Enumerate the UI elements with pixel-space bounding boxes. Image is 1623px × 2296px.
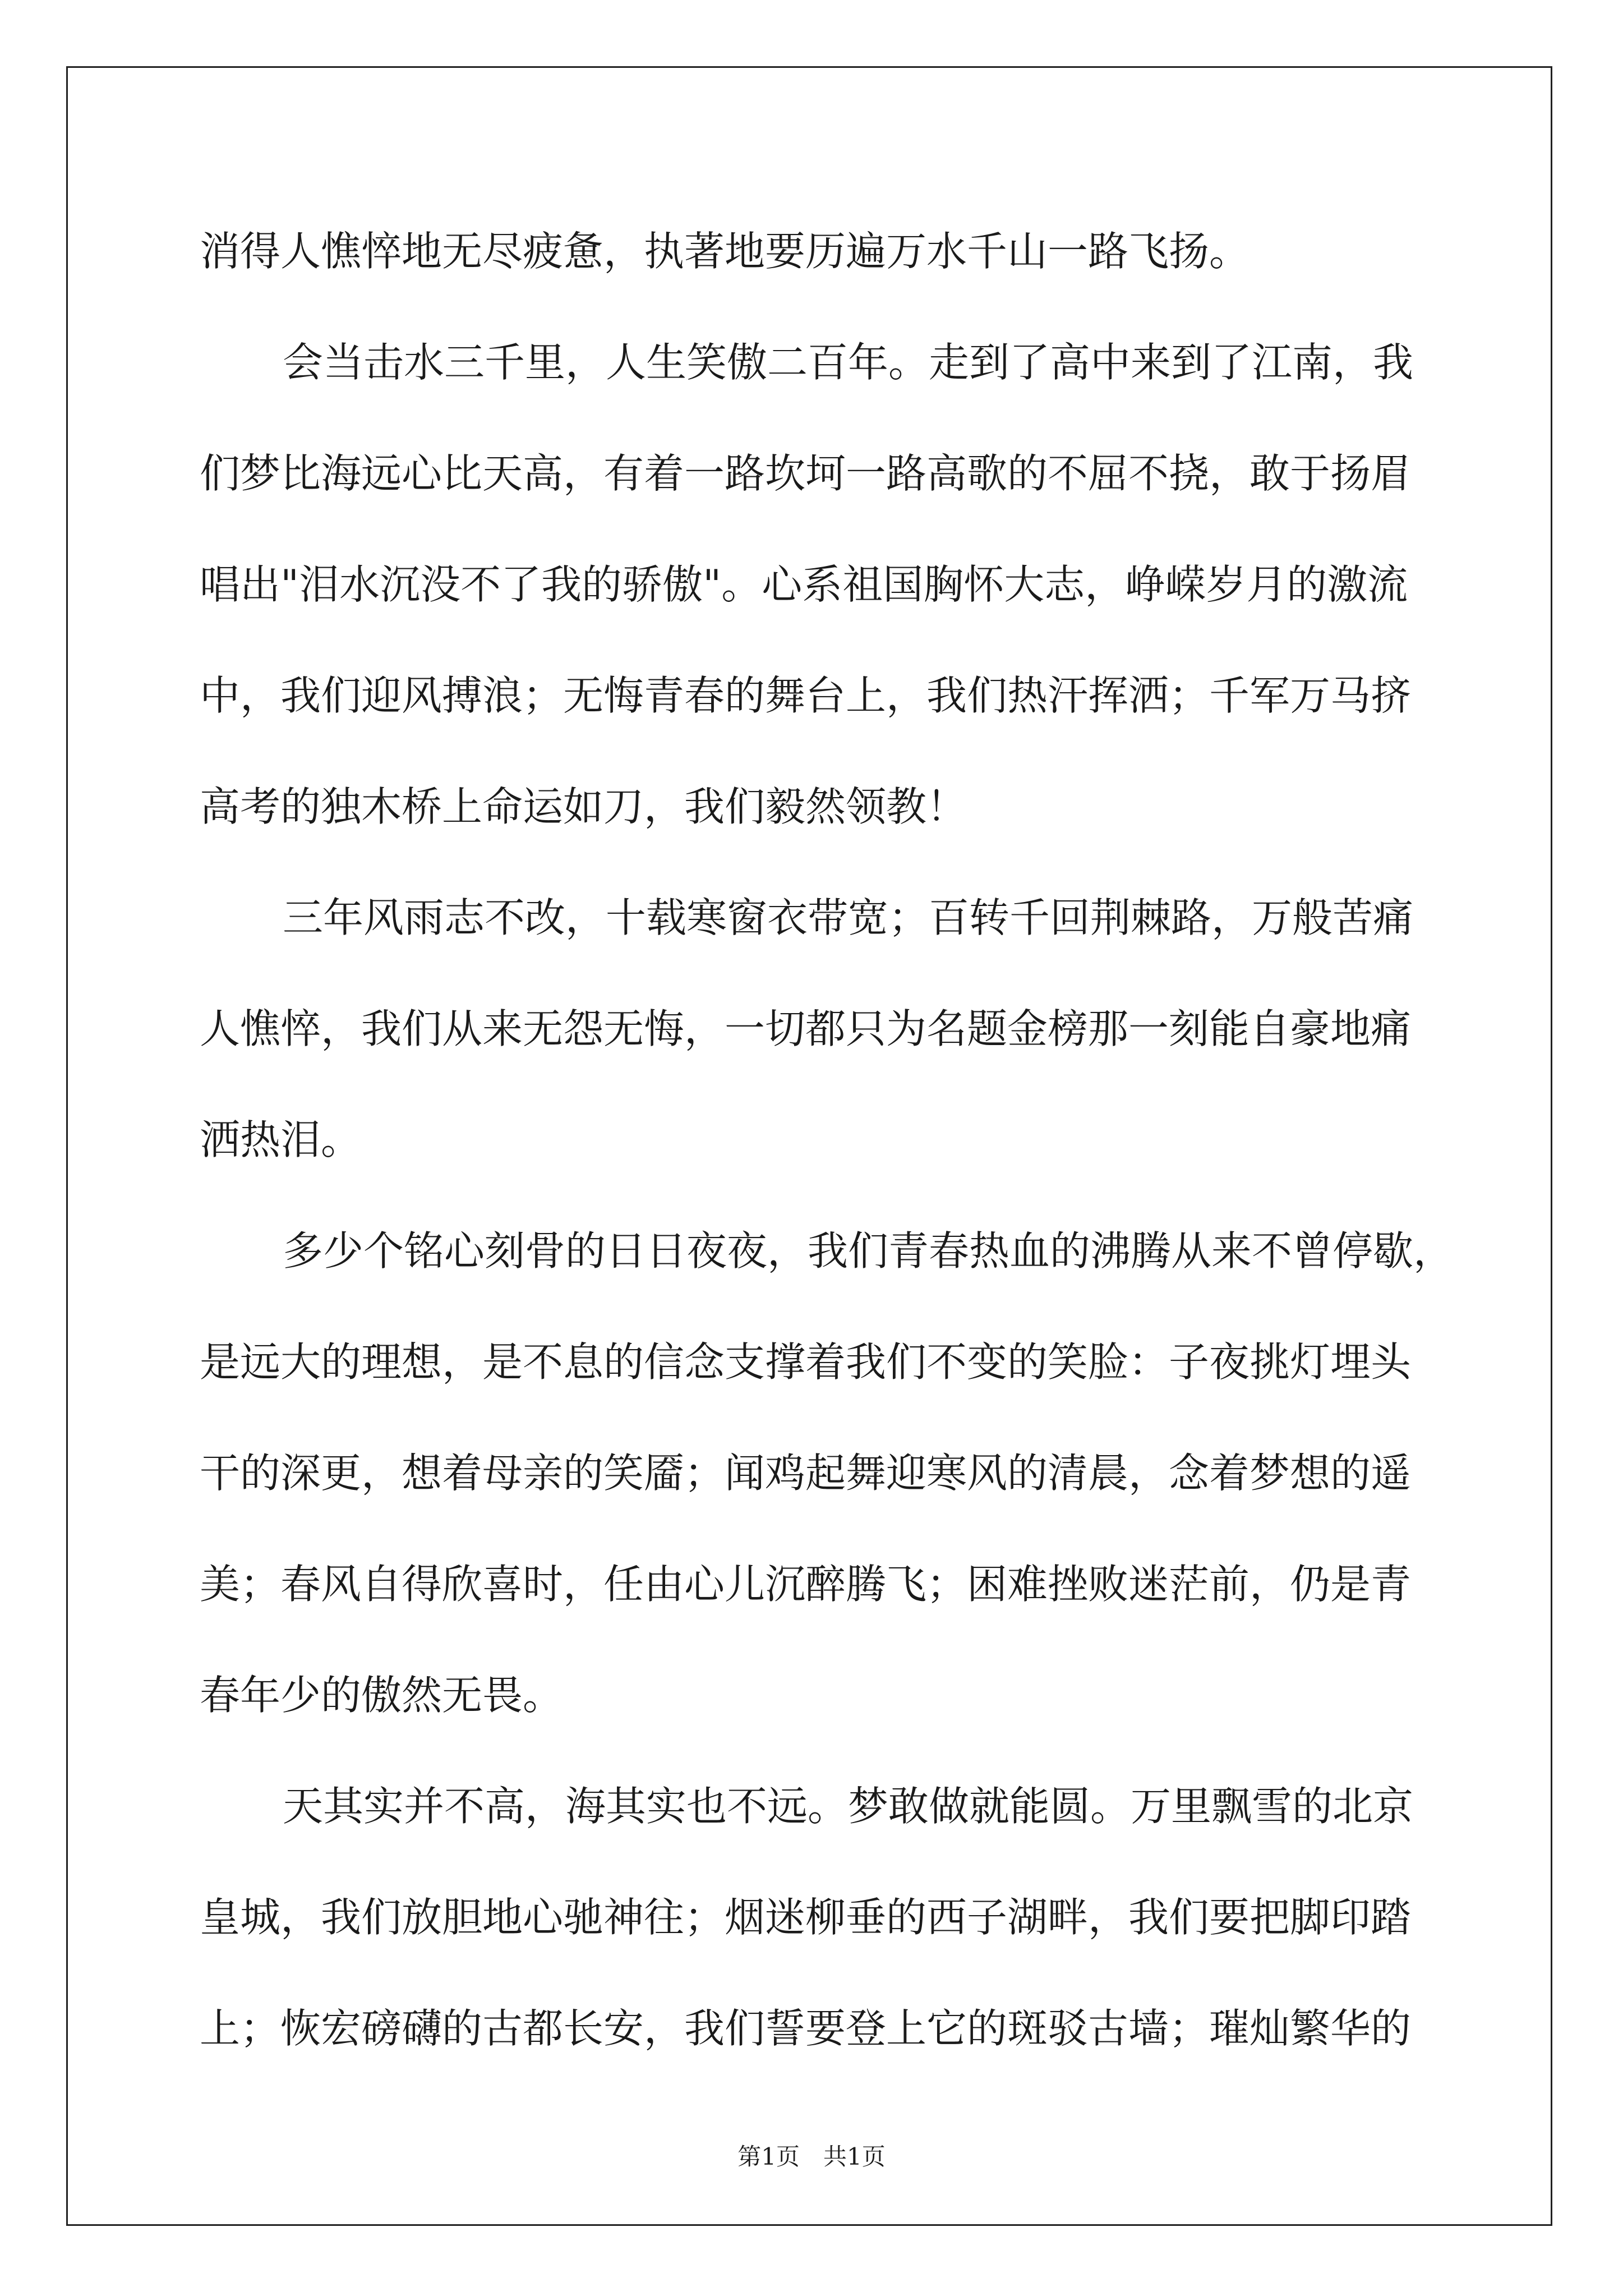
text-line: 春年少的傲然无畏。 (200, 1672, 564, 1719)
page-number: 第1页 共1页 (737, 2143, 886, 2170)
text-line: 三年风雨志不改，十载寒窗衣带宽；百转千回荆棘路，万般苦痛 (283, 894, 1414, 941)
text-line: 是远大的理想，是不息的信念支撑着我们不变的笑脸：子夜挑灯埋头 (200, 1338, 1412, 1386)
text-line: 美；春风自得欣喜时，任由心儿沉醉腾飞；困难挫败迷茫前，仍是青 (200, 1561, 1412, 1608)
text-line: 中，我们迎风搏浪；无悔青春的舞台上，我们热汗挥洒；千军万马挤 (200, 672, 1412, 719)
text-line: 会当击水三千里，人生笑傲二百年。走到了高中来到了江南，我 (283, 339, 1414, 386)
text-line: 多少个铭心刻骨的日日夜夜，我们青春热血的沸腾从来不曾停歇， (283, 1227, 1454, 1274)
text-line: 高考的独木桥上命运如刀，我们毅然领教！ (200, 783, 967, 830)
text-line: 洒热泪。 (200, 1116, 362, 1163)
text-line: 消得人憔悴地无尽疲惫，执著地要历遍万水千山一路飞扬。 (200, 228, 1250, 275)
text-line: 唱出"泪水沉没不了我的骄傲"。心系祖国胸怀大志，峥嵘岁月的激流 (200, 561, 1408, 608)
text-line: 们梦比海远心比天高，有着一路坎坷一路高歌的不屈不挠，敢于扬眉 (200, 450, 1412, 497)
text-line: 干的深更，想着母亲的笑靥；闻鸡起舞迎寒风的清晨，念着梦想的遥 (200, 1450, 1412, 1497)
text-line: 天其实并不高，海其实也不远。梦敢做就能圆。万里飘雪的北京 (283, 1783, 1414, 1830)
page-footer (0, 2138, 1623, 2172)
text-line: 皇城，我们放胆地心驰神往；烟迷柳垂的西子湖畔，我们要把脚印踏 (200, 1894, 1412, 1941)
text-line: 人憔悴，我们从来无怨无悔，一切都只为名题金榜那一刻能自豪地痛 (200, 1005, 1412, 1052)
text-line: 上；恢宏磅礴的古都长安，我们誓要登上它的斑驳古墙；璀灿繁华的 (200, 2005, 1412, 2052)
